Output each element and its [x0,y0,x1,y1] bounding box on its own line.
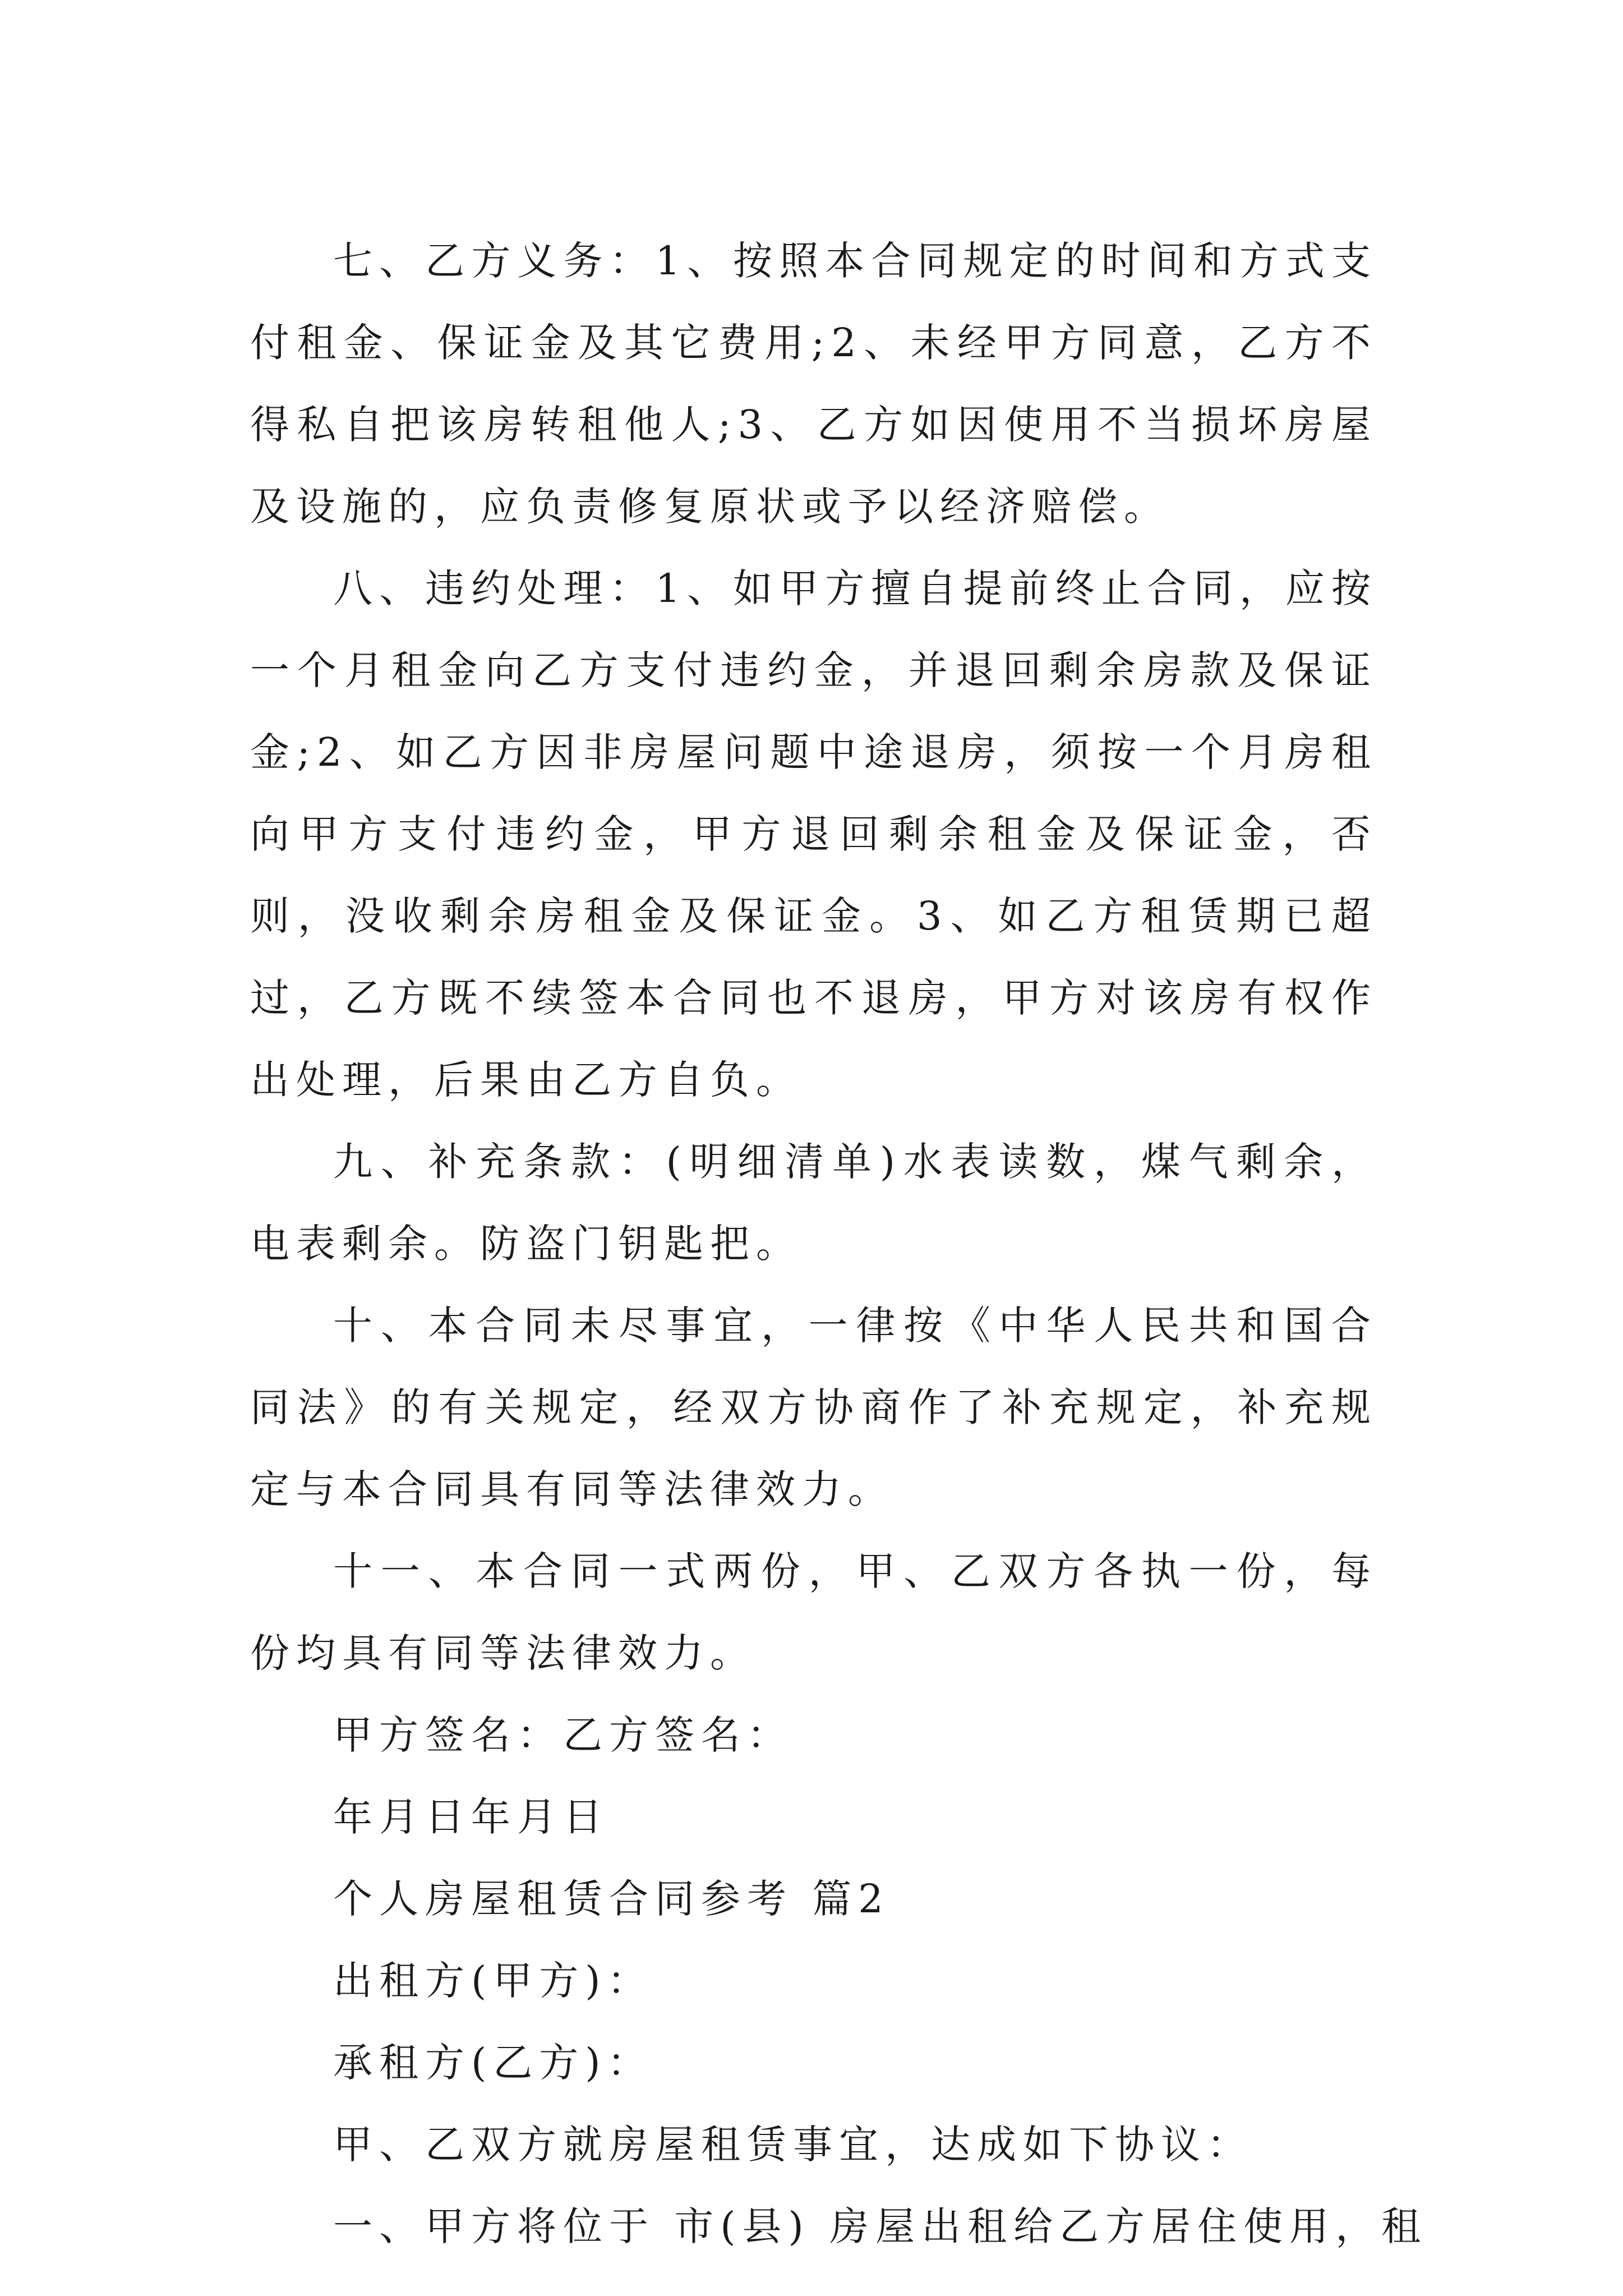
date-line: 年月日年月日 [333,1794,609,1840]
clause-nine-paragraph: 九、补充条款：(明细清单)水表读数，煤气剩余，电表剩余。防盗门钥匙把。 [250,1139,1377,1267]
agreement-line: 甲、乙双方就房屋租赁事宜，达成如下协议： [333,2122,1253,2168]
clause-eight-paragraph: 八、违约处理：1、如甲方擅自提前终止合同，应按一个月租金向乙方支付违约金，并退回剩余房款及保证金;2、如乙方因非房屋问题中途退房，须按一个月房租向甲方支付违约金，甲方退回剩余租金及保证金，否则，没收剩余房租金及保证金。3、如乙方租赁期已超过，乙方既不续签本合同也不退房，甲方对该房有权作出处理，后果由乙方自负。 [250,565,1377,1103]
document-body [250,220,1428,2267]
lessor-line: 出租方(甲方)： [333,1958,653,2004]
section-title: 个人房屋租赁合同参考 篇2 [333,1876,890,1922]
lessee-line: 承租方(乙方)： [333,2040,653,2086]
clause-seven-paragraph: 七、乙方义务：1、按照本合同规定的时间和方式支付租金、保证金及其它费用;2、未经甲方同意，乙方不得私自把该房转租他人;3、乙方如因使用不当损坏房屋及设施的，应负责修复原状或予以经济赔偿。 [250,238,1377,530]
clause-one-start: 一、甲方将位于 市(县) 房屋出租给乙方居住使用，租 [333,2203,1428,2249]
clause-ten-paragraph: 十、本合同未尽事宜，一律按《中华人民共和国合同法》的有关规定，经双方协商作了补充规定，补充规定与本合同具有同等法律效力。 [250,1303,1377,1512]
clause-eleven-paragraph: 十一、本合同一式两份，甲、乙双方各执一份，每份均具有同等法律效力。 [250,1548,1377,1676]
signature-line: 甲方签名：乙方签名： [333,1712,793,1758]
